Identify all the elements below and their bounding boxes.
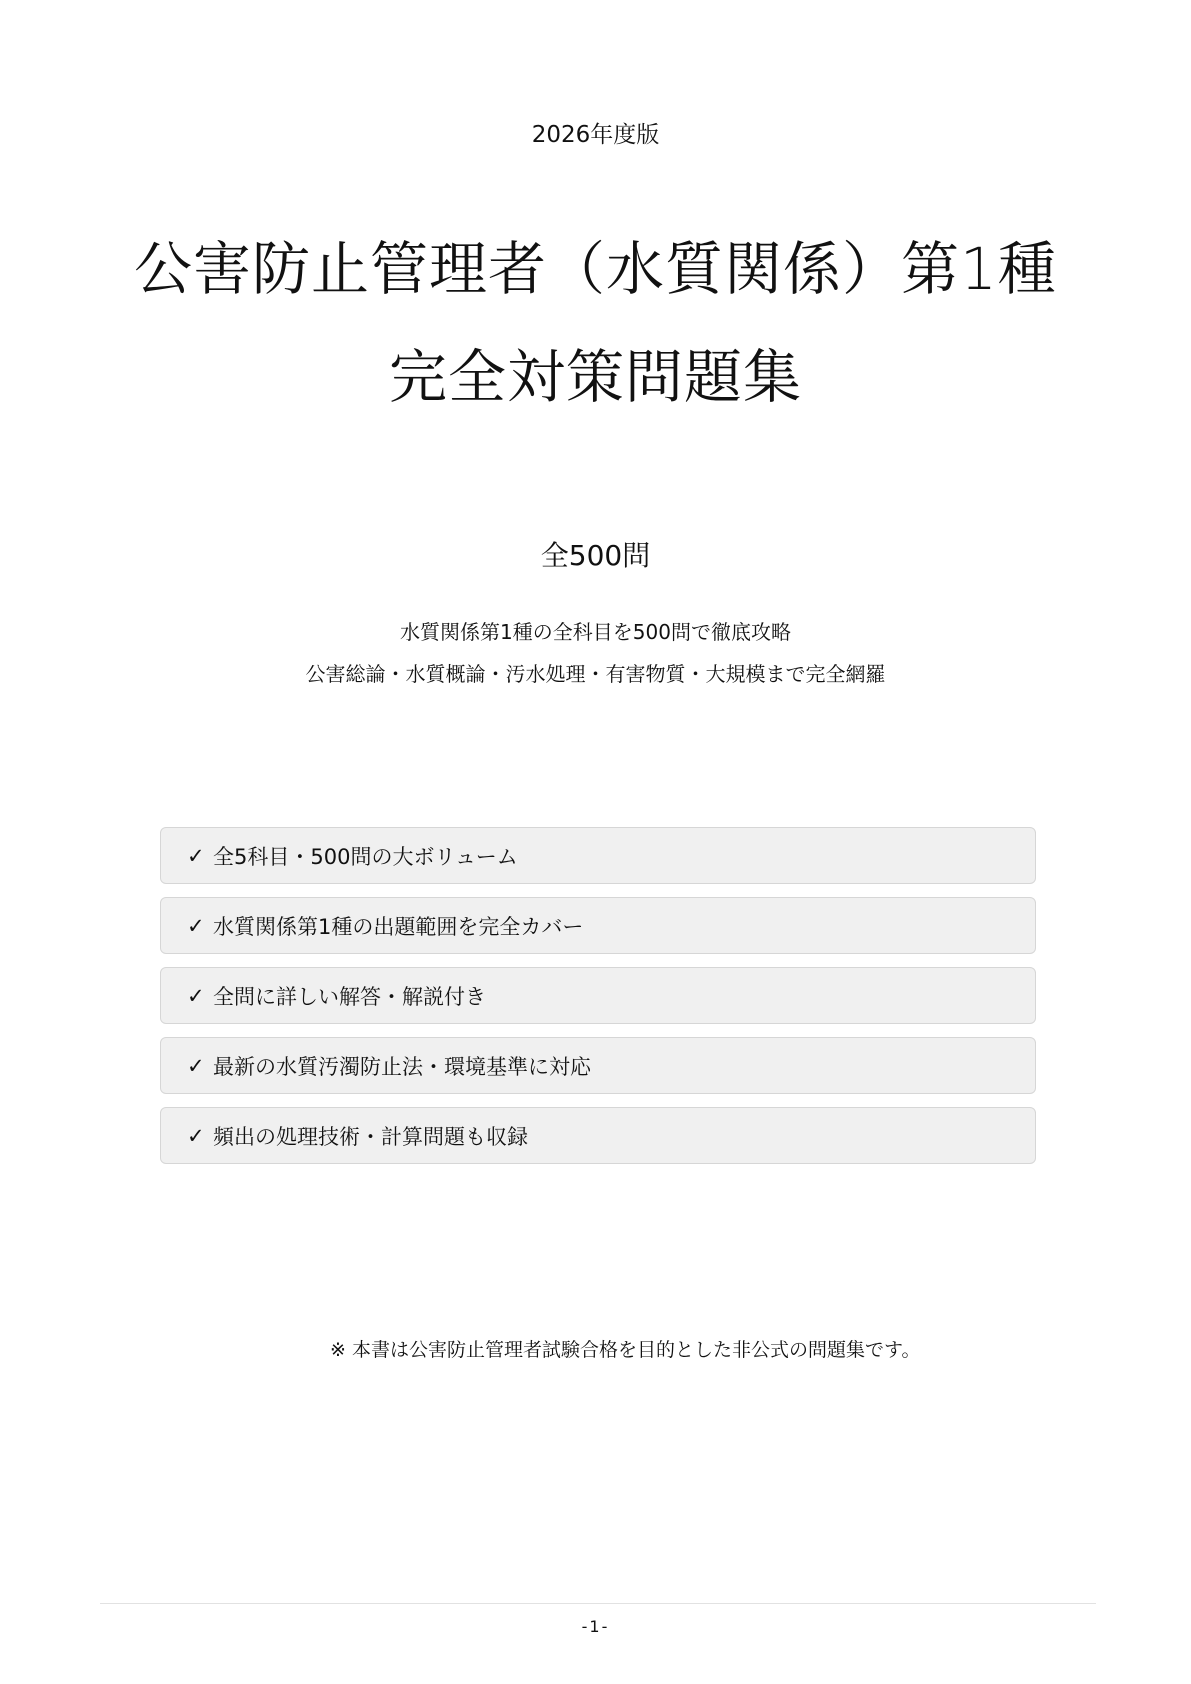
- feature-item: [160, 1037, 1036, 1094]
- feature-text: 全問に詳しい解答・解説付き: [213, 984, 486, 1009]
- disclaimer-note: ※ 本書は公害防止管理者試験合格を目的とした非公式の問題集です。: [330, 1339, 921, 1361]
- feature-item: [160, 967, 1036, 1024]
- edition-label: 2026年度版: [531, 122, 660, 148]
- description-line-2: 公害総論・水質概論・汚水処理・有害物質・大規模まで完全網羅: [305, 662, 886, 686]
- page-number: -1-: [581, 1617, 610, 1636]
- feature-text: 最新の水質汚濁防止法・環境基準に対応: [213, 1054, 591, 1079]
- feature-item: [160, 1107, 1036, 1164]
- feature-text: 全5科目・500問の大ボリューム: [213, 844, 518, 869]
- check-icon: ✓: [187, 913, 205, 938]
- title-line-2: 完全対策問題集: [388, 343, 802, 411]
- title-line-1: 公害防止管理者（水質関係）第1種: [134, 235, 1057, 303]
- feature-item: [160, 827, 1036, 884]
- question-count: 全500問: [540, 539, 651, 572]
- feature-text: 水質関係第1種の出題範囲を完全カバー: [213, 914, 584, 939]
- check-icon: ✓: [187, 1123, 205, 1148]
- check-icon: ✓: [187, 843, 205, 868]
- feature-text: 頻出の処理技術・計算問題も収録: [213, 1124, 528, 1149]
- check-icon: ✓: [187, 983, 205, 1008]
- feature-item: [160, 897, 1036, 954]
- feature-list: [160, 827, 1036, 1177]
- description-line-1: 水質関係第1種の全科目を500問で徹底攻略: [400, 620, 791, 644]
- footer-divider: [100, 1603, 1096, 1604]
- check-icon: ✓: [187, 1053, 205, 1078]
